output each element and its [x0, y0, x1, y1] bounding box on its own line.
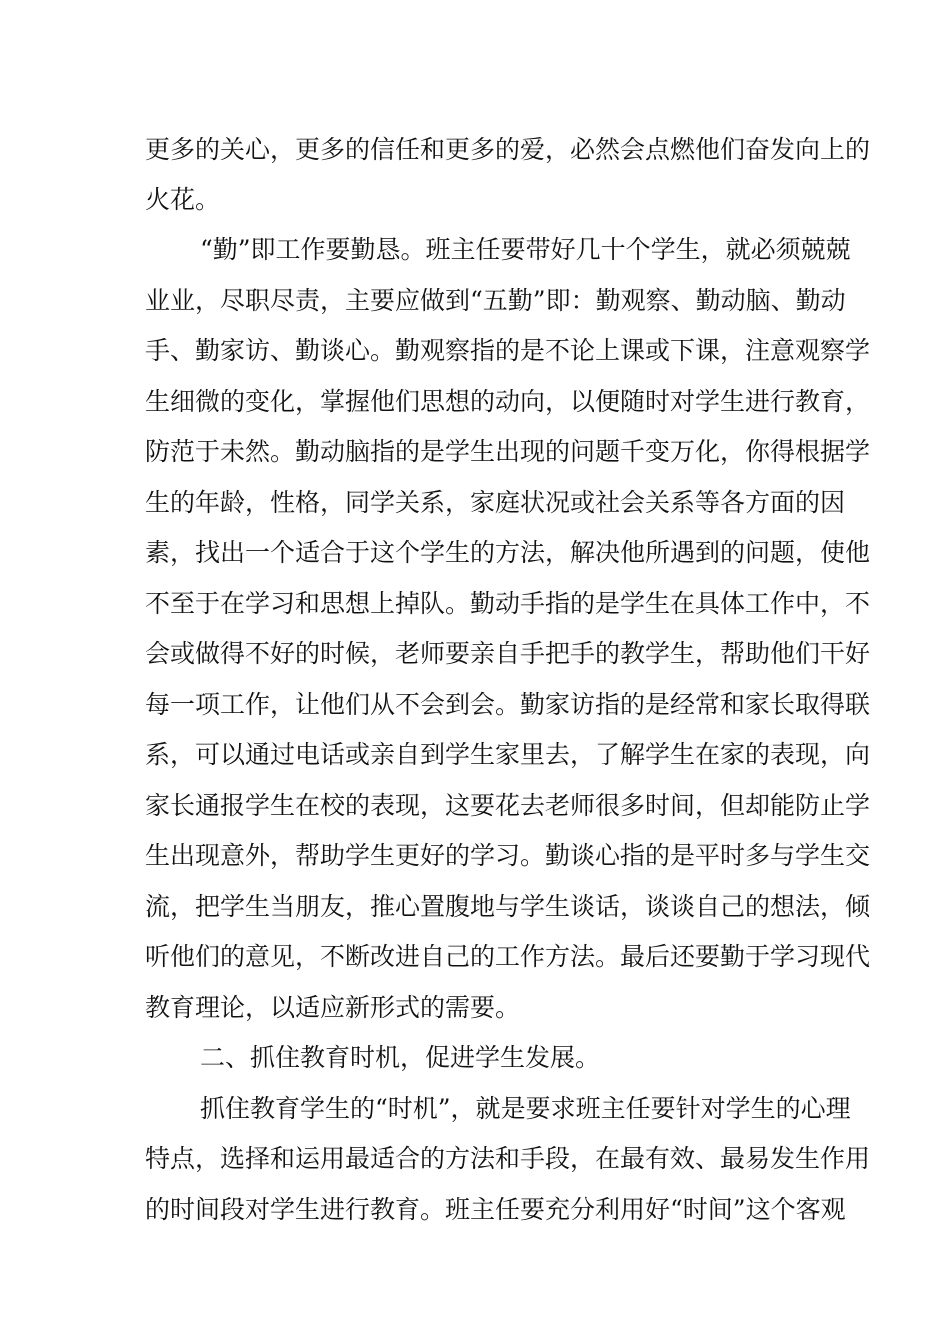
- text-line: 会或做得不好的时候，老师要亲自手把手的教学生，帮助他们干好: [145, 639, 871, 668]
- text-line: 业业，尽职尽责，主要应做到“五勤”即：勤观察、勤动脑、勤动: [145, 286, 846, 315]
- text-line: 防范于未然。勤动脑指的是学生出现的问题千变万化，你得根据学: [145, 437, 871, 466]
- text-line: 素，找出一个适合于这个学生的方法，解决他所遇到的问题，使他: [145, 538, 871, 567]
- section-heading: 二、抓住教育时机，促进学生发展。: [200, 1043, 601, 1072]
- text-line: 手、勤家访、勤谈心。勤观察指的是不论上课或下课，注意观察学: [145, 336, 871, 365]
- text-line: 火花。: [145, 185, 221, 214]
- text-line: 的时间段对学生进行教育。班主任要充分利用好“时间”这个客观: [145, 1195, 846, 1224]
- text-line: 生出现意外，帮助学生更好的学习。勤谈心指的是平时多与学生交: [145, 841, 871, 870]
- text-line: 不至于在学习和思想上掉队。勤动手指的是学生在具体工作中，不: [145, 589, 871, 618]
- text-line: 特点，选择和运用最适合的方法和手段，在最有效、最易发生作用: [145, 1144, 871, 1173]
- text-line: 每一项工作，让他们从不会到会。勤家访指的是经常和家长取得联: [145, 690, 871, 719]
- text-line: 系，可以通过电话或亲自到学生家里去，了解学生在家的表现，向: [145, 740, 871, 769]
- text-line: 生细微的变化，掌握他们思想的动向，以便随时对学生进行教育，: [145, 387, 871, 416]
- text-line: 教育理论，以适应新形式的需要。: [145, 993, 521, 1022]
- text-line: 流，把学生当朋友，推心置腹地与学生谈话，谈谈自己的想法，倾: [145, 892, 871, 921]
- text-line: 生的年龄，性格，同学关系，家庭状况或社会关系等各方面的因: [145, 488, 846, 517]
- text-line: 听他们的意见，不断改进自己的工作方法。最后还要勤于学习现代: [145, 942, 871, 971]
- text-line: 更多的关心，更多的信任和更多的爱，必然会点燃他们奋发向上的: [145, 135, 871, 164]
- paragraph-start-line: “勤”即工作要勤恳。班主任要带好几十个学生，就必须兢兢: [200, 235, 851, 264]
- paragraph-start-line: 抓住教育学生的“时机”，就是要求班主任要针对学生的心理: [200, 1094, 851, 1123]
- text-line: 家长通报学生在校的表现，这要花去老师很多时间，但却能防止学: [145, 791, 871, 820]
